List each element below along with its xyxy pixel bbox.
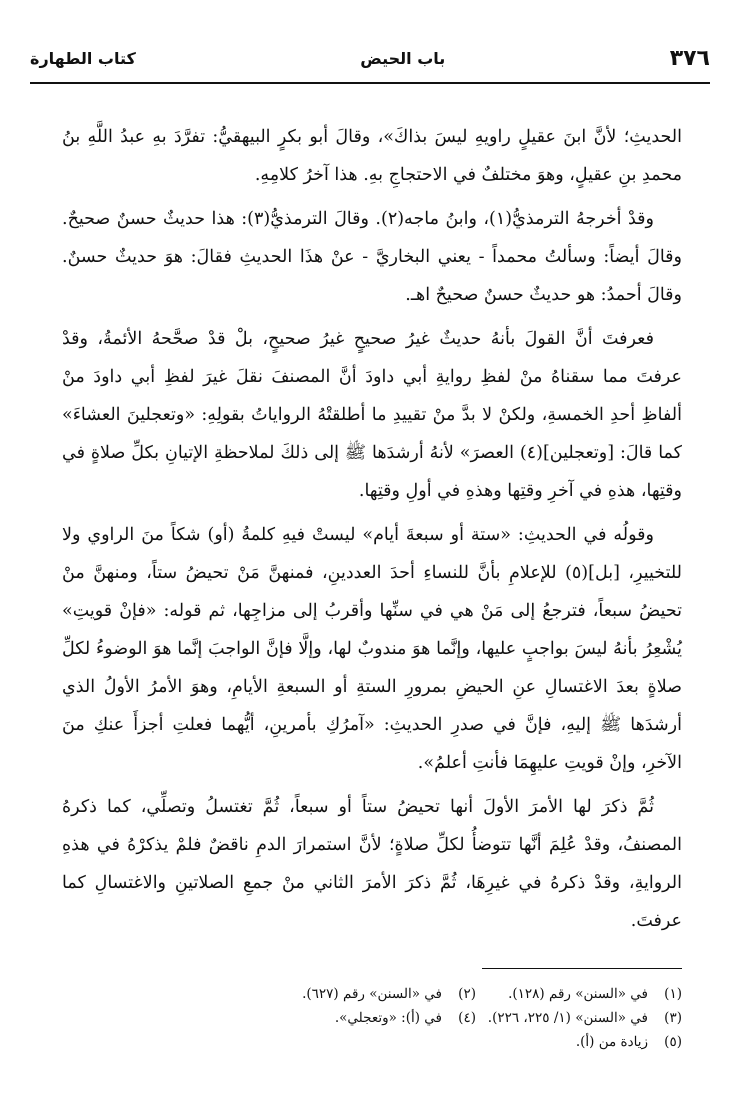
footnote-item [270, 982, 476, 1006]
footnote-text: زيادة من (أ). [575, 1034, 648, 1050]
main-text [62, 118, 682, 946]
footnote-number: (٤) [458, 1010, 476, 1026]
footnote-item [270, 1006, 476, 1030]
footnotes [270, 982, 682, 1054]
page-header [30, 38, 710, 78]
footnote-number: (٣) [664, 1010, 682, 1026]
chapter-title: باب الحيض [360, 48, 446, 68]
page-number: ٣٧٦ [669, 45, 710, 71]
footnote-item [472, 1030, 682, 1054]
footnote-divider [482, 968, 682, 969]
paragraph: فعرفتَ أنَّ القولَ بأنهُ حديثٌ غيرُ صحيحٍ غيرُ صحيحٍ، بلْ قدْ صحَّحهُ الأئمةُ، وقدْ عرفتَ مما سقناهُ منْ لفظِ روايةِ أبي داودَ أنَّ المصنفَ نقلَ غيرَ لفظِ أبي داودَ منْ ألفاظِ أحدِ الخمسةِ، ولكنْ لا بدَّ منْ تقييدِ ما أطلقتْهُ الرواياتُ بقولِهِ: «وتعجلينَ العشاءَ» كما قالَ: [وتعجلين](٤) العصرَ» لأنهُ أرشدَها ﷺ إلى ذلكَ لملاحظةِ الإتيانِ بكلِّ صلاةٍ في وقتِها، هذهِ في آخرِ وقتِها وهذهِ في أولِ وقتِها. [62, 329, 682, 501]
footnote-number: (٢) [458, 986, 476, 1002]
footnote-item [476, 1006, 682, 1030]
footnote-number: (١) [664, 986, 682, 1002]
footnote-text: في «السنن» (١/ ٢٢٥، ٢٢٦). [487, 1010, 648, 1026]
paragraph: الحديثِ؛ لأنَّ ابنَ عقيلٍ راويهِ ليسَ بذاكَ»، وقالَ أبو بكرٍ البيهقيُّ: تفرَّدَ بهِ عبدُ اللَّهِ بنُ محمدِ بنِ عقيلٍ، وهوَ مختلفٌ في الاحتجاجِ بهِ. هذا آخرُ كلامِهِ. [62, 127, 682, 185]
paragraph: وقدْ أخرجهُ الترمذيُّ(١)، وابنُ ماجه(٢). وقالَ الترمذيُّ(٣): هذا حديثٌ حسنٌ صحيحٌ. وقالَ أيضاً: وسألتُ محمداً - يعني البخاريَّ - عنْ هذَا الحديثِ فقالَ: هوَ حديثٌ حسنٌ. وقالَ أحمدُ: هو حديثٌ حسنٌ صحيحٌ اهـ. [62, 209, 682, 305]
footnote-text: في (أ): «وتعجلي». [334, 1010, 442, 1026]
book-title: كتاب الطهارة [30, 48, 136, 68]
footnote-text: في «السنن» رقم (٦٢٧). [302, 986, 442, 1002]
paragraph: ثُمَّ ذكرَ لها الأمرَ الأولَ أنها تحيضُ ستاً أو سبعاً، ثُمَّ تغتسلُ وتصلِّي، كما ذكرهُ المصنفُ، وقدْ عُلِمَ أنَّها تتوضأُ لكلِّ صلاةٍ؛ لأنَّ استمرارَ الدمِ ناقضٌ فلمْ يذكرْهُ في هذهِ الروايةِ، وقدْ ذكرهُ في غيرِهَا، ثُمَّ ذكرَ الأمرَ الثاني منْ جمعِ الصلاتينِ والاغتسالِ كما عرفتَ. [62, 797, 682, 931]
footnote-text: في «السنن» رقم (١٢٨). [508, 986, 648, 1002]
footnote-number: (٥) [664, 1034, 682, 1050]
footnote-item [476, 982, 682, 1006]
paragraph: وقولُه في الحديثِ: «ستة أو سبعةَ أيام» ليستْ فيهِ كلمةُ (أو) شكاً منَ الراوي ولا للتخييرِ، [بل](٥) للإعلامِ بأنَّ للنساءِ أحدَ العددينِ، فمنهنَّ مَنْ تحيضُ ستاً، ومنهنَّ منْ تحيضُ سبعاً، فترجعُ إلى مَنْ هي في سنِّها وأقربُ إلى مزاجِها، ثم قوله: «فإنْ قويتِ» يُشْعِرُ بأنهُ ليسَ بواجبٍ عليها، وإنَّما هوَ مندوبٌ لها، وإلَّا فإنَّ الواجبَ إنَّما هوَ الوضوءُ لكلِّ صلاةٍ بعدَ الاغتسالِ عنِ الحيضِ بمرورِ الستةِ أو السبعةِ الأيامِ، وهوَ الأمرُ الأولُ الذي أرشدَها ﷺ إليهِ، فإنَّ في صدرِ الحديثِ: «آمرُكِ بأمرينِ، أيُّهما فعلتِ أجزأَ عنكِ منَ الآخرِ، وإنْ قويتِ عليهِمَا فأنتِ أعلمُ». [62, 525, 682, 773]
header-divider [30, 82, 710, 84]
